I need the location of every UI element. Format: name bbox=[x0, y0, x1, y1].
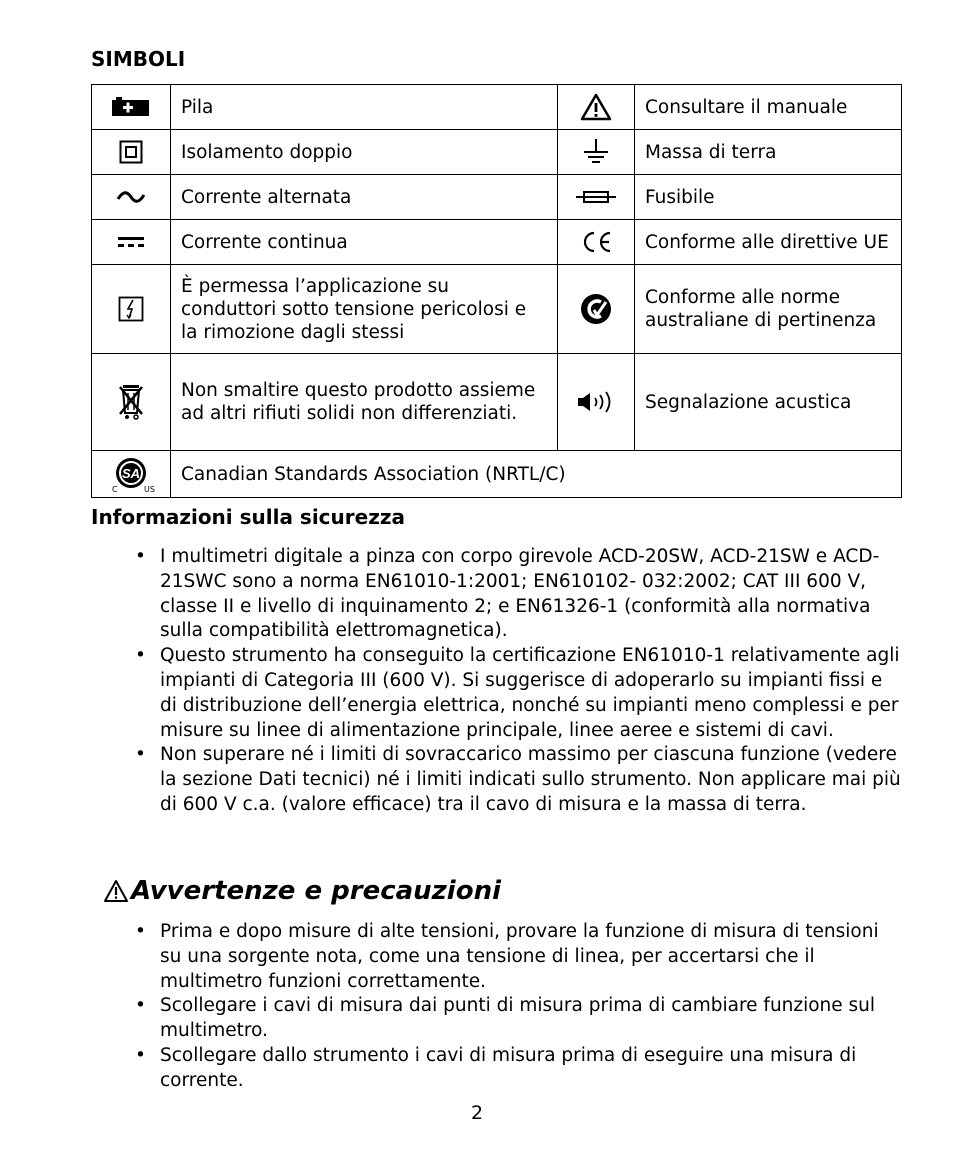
csa-c-label: C bbox=[112, 485, 118, 494]
symbols-table bbox=[91, 84, 902, 498]
table-row bbox=[92, 220, 902, 265]
symbols-heading: SIMBOLI bbox=[91, 47, 186, 71]
symbol-label: È permessa l’applicazione su conduttori sotto tensione pericolosi e la rimozione dagli stessi bbox=[171, 265, 558, 354]
symbol-label: Massa di terra bbox=[635, 130, 902, 175]
list-item-text: Non superare né i limiti di sovraccarico massimo per ciascuna funzione (vedere la sezione Dati tecnici) né i limiti indicati sullo strumento. Non applicare mai più di 600 V c.a. (valore efficace) tra il cavo di misura e la massa di terra. bbox=[160, 744, 901, 815]
warnings-heading bbox=[103, 876, 501, 906]
symbol-label: Conforme alle direttive UE bbox=[635, 220, 902, 265]
symbol-label: Canadian Standards Association (NRTL/C) bbox=[171, 451, 902, 498]
symbol-label: Segnalazione acustica bbox=[635, 354, 902, 451]
table-row bbox=[92, 130, 902, 175]
warning-triangle-icon bbox=[103, 879, 129, 903]
symbol-label: Corrente continua bbox=[171, 220, 558, 265]
list-item-text: Scollegare i cavi di misura dai punti di misura prima di cambiare funzione sul multimetro. bbox=[160, 995, 876, 1042]
symbol-label: Fusibile bbox=[635, 175, 902, 220]
warnings-bullet-list bbox=[135, 920, 905, 1094]
symbol-label: Non smaltire questo prodotto assieme ad altri rifiuti solidi non differenziati. bbox=[171, 354, 558, 451]
list-item: • I multimetri digitale a pinza con corpo girevole ACD-20SW, ACD-21SW e ACD-21SWC sono a norma EN61010-1:2001; EN610102- 032:2002; CAT III 600 V, classe II e livello di inquinamento 2; e EN61326-1 (conformità alla normativa sulla compatibilità elettromagnetica). bbox=[135, 545, 905, 644]
table-row bbox=[92, 175, 902, 220]
page-number: 2 bbox=[470, 1102, 484, 1124]
list-item-text: Questo strumento ha conseguito la certificazione EN61010-1 relativamente agli impianti di Categoria III (600 V). Si suggerisce di adoperarlo su impianti fissi e di distribuzione dell’energia elettrica, nonché su impianti meno complessi e per misure su linee di alimentazione principale, linee aeree e sistemi di cavi. bbox=[160, 645, 900, 741]
csa-icon bbox=[92, 451, 171, 498]
list-item: • Questo strumento ha conseguito la certificazione EN61010-1 relativamente agli impianti di Categoria III (600 V). Si suggerisce di adoperarlo su impianti fissi e di distribuzione dell’energia elettrica, nonché su impianti meno complessi e per misure su linee di alimentazione principale, linee aeree e sistemi di cavi. bbox=[135, 644, 905, 743]
speaker-beep-icon bbox=[558, 354, 635, 451]
csa-us-label: US bbox=[144, 485, 155, 494]
live-conductor-icon bbox=[92, 265, 171, 354]
list-item: • Prima e dopo misure di alte tensioni, provare la funzione di misura di tensioni su una sorgente nota, come una tensione di linea, per accertarsi che il multimetro funzioni correttamente. bbox=[135, 920, 905, 994]
safety-heading: Informazioni sulla sicurezza bbox=[91, 505, 405, 529]
symbol-label: Pila bbox=[171, 85, 558, 130]
ground-icon bbox=[558, 130, 635, 175]
battery-icon bbox=[92, 85, 171, 130]
table-row bbox=[92, 451, 902, 498]
ac-wave-icon bbox=[92, 175, 171, 220]
c-tick-icon bbox=[558, 265, 635, 354]
safety-bullet-list bbox=[135, 545, 905, 818]
dc-icon bbox=[92, 220, 171, 265]
warnings-heading-text: Avvertenze e precauzioni bbox=[131, 876, 501, 906]
ce-mark-icon bbox=[558, 220, 635, 265]
symbol-label: Conforme alle norme australiane di pertinenza bbox=[635, 265, 902, 354]
list-item: • Scollegare dallo strumento i cavi di misura prima di eseguire una misura di corrente. bbox=[135, 1044, 905, 1094]
list-item-text: I multimetri digitale a pinza con corpo girevole ACD-20SW, ACD-21SW e ACD-21SWC sono a norma EN61010-1:2001; EN610102- 032:2002; CAT III 600 V, classe II e livello di inquinamento 2; e EN61326-1 (conformità alla normativa sulla compatibilità elettromagnetica). bbox=[160, 546, 880, 642]
table-row bbox=[92, 354, 902, 451]
fuse-icon bbox=[558, 175, 635, 220]
list-item: • Non superare né i limiti di sovraccarico massimo per ciascuna funzione (vedere la sezione Dati tecnici) né i limiti indicati sullo strumento. Non applicare mai più di 600 V c.a. (valore efficace) tra il cavo di misura e la massa di terra. bbox=[135, 743, 905, 817]
weee-bin-icon bbox=[92, 354, 171, 451]
table-row bbox=[92, 265, 902, 354]
svg-text:SA: SA bbox=[121, 466, 141, 481]
warning-triangle-icon bbox=[558, 85, 635, 130]
table-row bbox=[92, 85, 902, 130]
symbol-label: Corrente alternata bbox=[171, 175, 558, 220]
double-insulation-icon bbox=[92, 130, 171, 175]
list-item-text: Scollegare dallo strumento i cavi di misura prima di eseguire una misura di corrente. bbox=[160, 1044, 857, 1091]
symbol-label: Isolamento doppio bbox=[171, 130, 558, 175]
list-item-text: Prima e dopo misure di alte tensioni, provare la funzione di misura di tensioni su una sorgente nota, come una tensione di linea, per accertarsi che il multimetro funzioni correttamente. bbox=[160, 921, 879, 992]
symbol-label: Consultare il manuale bbox=[635, 85, 902, 130]
list-item: • Scollegare i cavi di misura dai punti di misura prima di cambiare funzione sul multimetro. bbox=[135, 994, 905, 1044]
